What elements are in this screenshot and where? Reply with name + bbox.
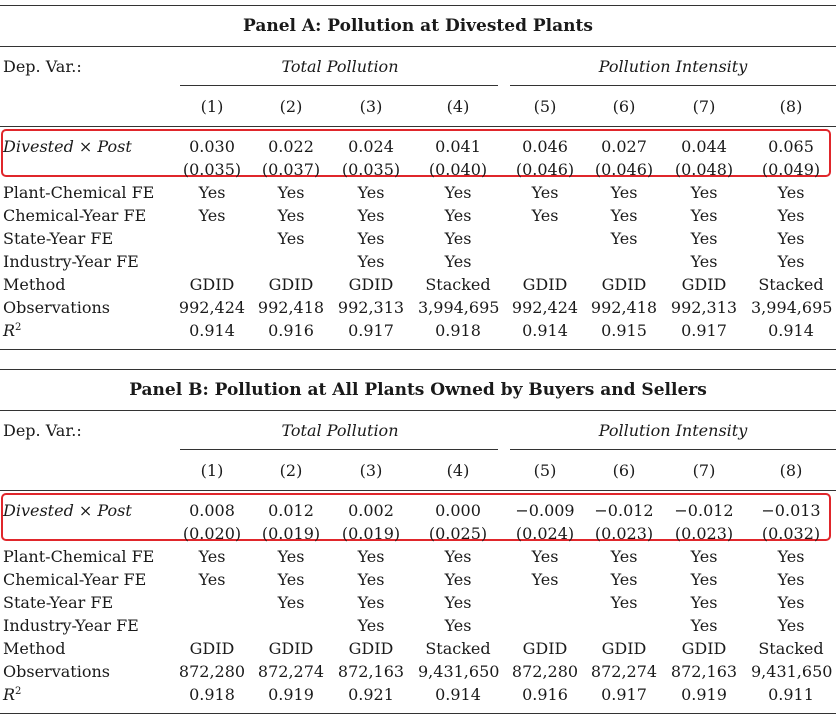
row-value: 872,274 [590, 662, 658, 681]
row-label: Method [3, 639, 66, 658]
row-value: Yes [444, 547, 472, 566]
panel-b [0, 364, 836, 724]
panel-title: Panel B: Pollution at All Plants Owned by Buyers and Sellers [129, 380, 707, 400]
std-error-value: (0.023) [674, 524, 734, 543]
row-value: Yes [277, 229, 305, 248]
coef-value: 0.030 [189, 137, 235, 156]
row-value: 872,163 [670, 662, 738, 681]
row-label: Industry-Year FE [3, 252, 139, 271]
header-rule [0, 126, 836, 127]
row-value: GDID [681, 639, 727, 658]
coef-value: 0.065 [768, 137, 814, 156]
column-header: (6) [612, 97, 636, 116]
row-value: Yes [444, 229, 472, 248]
row-value: 9,431,650 [418, 662, 500, 681]
row-value: 992,418 [590, 298, 658, 317]
group-header-total-pollution: Total Pollution [281, 57, 399, 76]
row-value: Yes [610, 183, 638, 202]
r-squared-value: 0.917 [348, 321, 394, 340]
row-value: Yes [777, 570, 805, 589]
r-squared-value: 0.917 [681, 321, 727, 340]
row-value: Yes [444, 206, 472, 225]
row-value: Yes [610, 593, 638, 612]
r-squared-label: $R^2$ [3, 685, 22, 704]
column-header: (1) [200, 97, 224, 116]
r-squared-value: 0.915 [601, 321, 647, 340]
row-value: GDID [601, 275, 647, 294]
row-value: Yes [357, 206, 385, 225]
row-value: Yes [357, 593, 385, 612]
row-value: GDID [348, 639, 394, 658]
row-value: Stacked [425, 275, 491, 294]
row-value: Yes [777, 547, 805, 566]
row-value: Yes [198, 206, 226, 225]
row-value: GDID [601, 639, 647, 658]
row-value: GDID [189, 275, 235, 294]
row-value: Yes [531, 570, 559, 589]
row-value: Yes [198, 547, 226, 566]
row-value: Yes [777, 252, 805, 271]
std-error-value: (0.023) [594, 524, 654, 543]
column-header: (8) [779, 97, 803, 116]
row-value: Yes [357, 570, 385, 589]
coef-value: −0.012 [674, 501, 734, 520]
std-error-value: (0.046) [594, 160, 654, 179]
row-value: 992,418 [257, 298, 325, 317]
row-value: 872,163 [337, 662, 405, 681]
row-value: 992,424 [511, 298, 579, 317]
row-value: Yes [531, 183, 559, 202]
coef-label: Divested × Post [3, 501, 132, 520]
r-squared-value: 0.914 [189, 321, 235, 340]
column-header: (6) [612, 461, 636, 480]
r-squared-value: 0.916 [522, 685, 568, 704]
row-value: Yes [690, 570, 718, 589]
row-value: Yes [277, 183, 305, 202]
r-squared-value: 0.921 [348, 685, 394, 704]
r-squared-value: 0.919 [268, 685, 314, 704]
column-header: (5) [533, 97, 557, 116]
row-value: 872,280 [178, 662, 246, 681]
column-header: (7) [692, 461, 716, 480]
row-value: Yes [690, 206, 718, 225]
r-squared-value: 0.918 [435, 321, 481, 340]
r-squared-value: 0.911 [768, 685, 814, 704]
bottom-rule [0, 349, 836, 350]
row-value: Stacked [758, 275, 824, 294]
row-label: Plant-Chemical FE [3, 547, 155, 566]
row-value: GDID [189, 639, 235, 658]
r-squared-value: 0.914 [522, 321, 568, 340]
top-rule [0, 5, 836, 6]
coef-value: 0.008 [189, 501, 235, 520]
title-rule [0, 46, 836, 47]
row-value: 992,313 [337, 298, 405, 317]
std-error-value: (0.032) [761, 524, 821, 543]
row-value: 872,280 [511, 662, 579, 681]
row-label: Observations [3, 298, 110, 317]
row-value: Yes [357, 616, 385, 635]
row-value: Yes [690, 252, 718, 271]
row-value: GDID [268, 639, 314, 658]
title-rule [0, 410, 836, 411]
coef-value: 0.027 [601, 137, 647, 156]
row-label: State-Year FE [3, 593, 114, 612]
coef-value: 0.000 [435, 501, 481, 520]
row-value: Yes [777, 206, 805, 225]
row-value: 992,313 [670, 298, 738, 317]
row-value: Yes [444, 252, 472, 271]
top-rule [0, 369, 836, 370]
coef-value: −0.013 [761, 501, 821, 520]
row-value: Yes [277, 570, 305, 589]
dep-var-label: Dep. Var.: [3, 57, 82, 76]
row-value: Yes [610, 570, 638, 589]
coef-value: 0.022 [268, 137, 314, 156]
row-label: Chemical-Year FE [3, 570, 147, 589]
group-header-pollution-intensity: Pollution Intensity [598, 57, 748, 76]
std-error-value: (0.049) [761, 160, 821, 179]
std-error-value: (0.024) [515, 524, 575, 543]
column-header: (1) [200, 461, 224, 480]
row-value: Yes [777, 616, 805, 635]
column-header: (2) [279, 461, 303, 480]
std-error-value: (0.020) [182, 524, 242, 543]
column-header: (8) [779, 461, 803, 480]
row-value: Yes [444, 570, 472, 589]
r-squared-value: 0.914 [768, 321, 814, 340]
row-value: 992,424 [178, 298, 246, 317]
row-value: Yes [444, 616, 472, 635]
coef-value: −0.009 [515, 501, 575, 520]
row-value: GDID [681, 275, 727, 294]
row-value: Yes [277, 206, 305, 225]
row-value: Yes [277, 593, 305, 612]
bottom-rule [0, 713, 836, 714]
row-value: GDID [522, 275, 568, 294]
header-rule [0, 490, 836, 491]
row-value: Yes [690, 593, 718, 612]
panel-title: Panel A: Pollution at Divested Plants [243, 16, 593, 36]
r-squared-value: 0.916 [268, 321, 314, 340]
row-value: Yes [357, 183, 385, 202]
row-value: Yes [777, 593, 805, 612]
coef-label: Divested × Post [3, 137, 132, 156]
row-value: 3,994,695 [751, 298, 833, 317]
std-error-value: (0.019) [261, 524, 321, 543]
row-label: Observations [3, 662, 110, 681]
coef-value: 0.012 [268, 501, 314, 520]
column-header: (4) [446, 461, 470, 480]
column-header: (2) [279, 97, 303, 116]
row-value: Yes [777, 183, 805, 202]
panel-a [0, 0, 836, 360]
row-value: Yes [610, 547, 638, 566]
r-squared-value: 0.918 [189, 685, 235, 704]
group-rule-left [180, 85, 498, 86]
row-value: Yes [777, 229, 805, 248]
group-rule-right [510, 449, 836, 450]
coef-value: 0.002 [348, 501, 394, 520]
row-value: Yes [610, 229, 638, 248]
row-value: 9,431,650 [751, 662, 833, 681]
std-error-value: (0.048) [674, 160, 734, 179]
row-value: Yes [690, 547, 718, 566]
std-error-value: (0.025) [428, 524, 488, 543]
row-value: Yes [444, 593, 472, 612]
row-label: Industry-Year FE [3, 616, 139, 635]
row-value: Yes [357, 229, 385, 248]
row-value: GDID [348, 275, 394, 294]
column-header: (3) [359, 461, 383, 480]
coef-value: 0.041 [435, 137, 481, 156]
r-squared-label: $R^2$ [3, 321, 22, 340]
dep-var-label: Dep. Var.: [3, 421, 82, 440]
group-header-pollution-intensity: Pollution Intensity [598, 421, 748, 440]
column-header: (4) [446, 97, 470, 116]
row-label: Plant-Chemical FE [3, 183, 155, 202]
std-error-value: (0.035) [341, 160, 401, 179]
std-error-value: (0.040) [428, 160, 488, 179]
row-value: Stacked [425, 639, 491, 658]
row-value: Yes [690, 183, 718, 202]
row-value: Yes [610, 206, 638, 225]
row-value: 3,994,695 [418, 298, 500, 317]
row-label: Chemical-Year FE [3, 206, 147, 225]
std-error-value: (0.019) [341, 524, 401, 543]
row-label: Method [3, 275, 66, 294]
row-value: GDID [522, 639, 568, 658]
row-value: GDID [268, 275, 314, 294]
column-header: (5) [533, 461, 557, 480]
row-value: Yes [531, 206, 559, 225]
r-squared-value: 0.914 [435, 685, 481, 704]
row-label: State-Year FE [3, 229, 114, 248]
coef-value: 0.044 [681, 137, 727, 156]
coef-value: −0.012 [594, 501, 654, 520]
row-value: Stacked [758, 639, 824, 658]
column-header: (3) [359, 97, 383, 116]
row-value: Yes [690, 229, 718, 248]
row-value: 872,274 [257, 662, 325, 681]
group-rule-right [510, 85, 836, 86]
std-error-value: (0.035) [182, 160, 242, 179]
coef-value: 0.024 [348, 137, 394, 156]
column-header: (7) [692, 97, 716, 116]
row-value: Yes [690, 616, 718, 635]
r-squared-value: 0.917 [601, 685, 647, 704]
coef-value: 0.046 [522, 137, 568, 156]
std-error-value: (0.037) [261, 160, 321, 179]
r-squared-value: 0.919 [681, 685, 727, 704]
row-value: Yes [531, 547, 559, 566]
row-value: Yes [277, 547, 305, 566]
row-value: Yes [357, 547, 385, 566]
row-value: Yes [444, 183, 472, 202]
row-value: Yes [198, 570, 226, 589]
row-value: Yes [198, 183, 226, 202]
std-error-value: (0.046) [515, 160, 575, 179]
group-header-total-pollution: Total Pollution [281, 421, 399, 440]
row-value: Yes [357, 252, 385, 271]
group-rule-left [180, 449, 498, 450]
